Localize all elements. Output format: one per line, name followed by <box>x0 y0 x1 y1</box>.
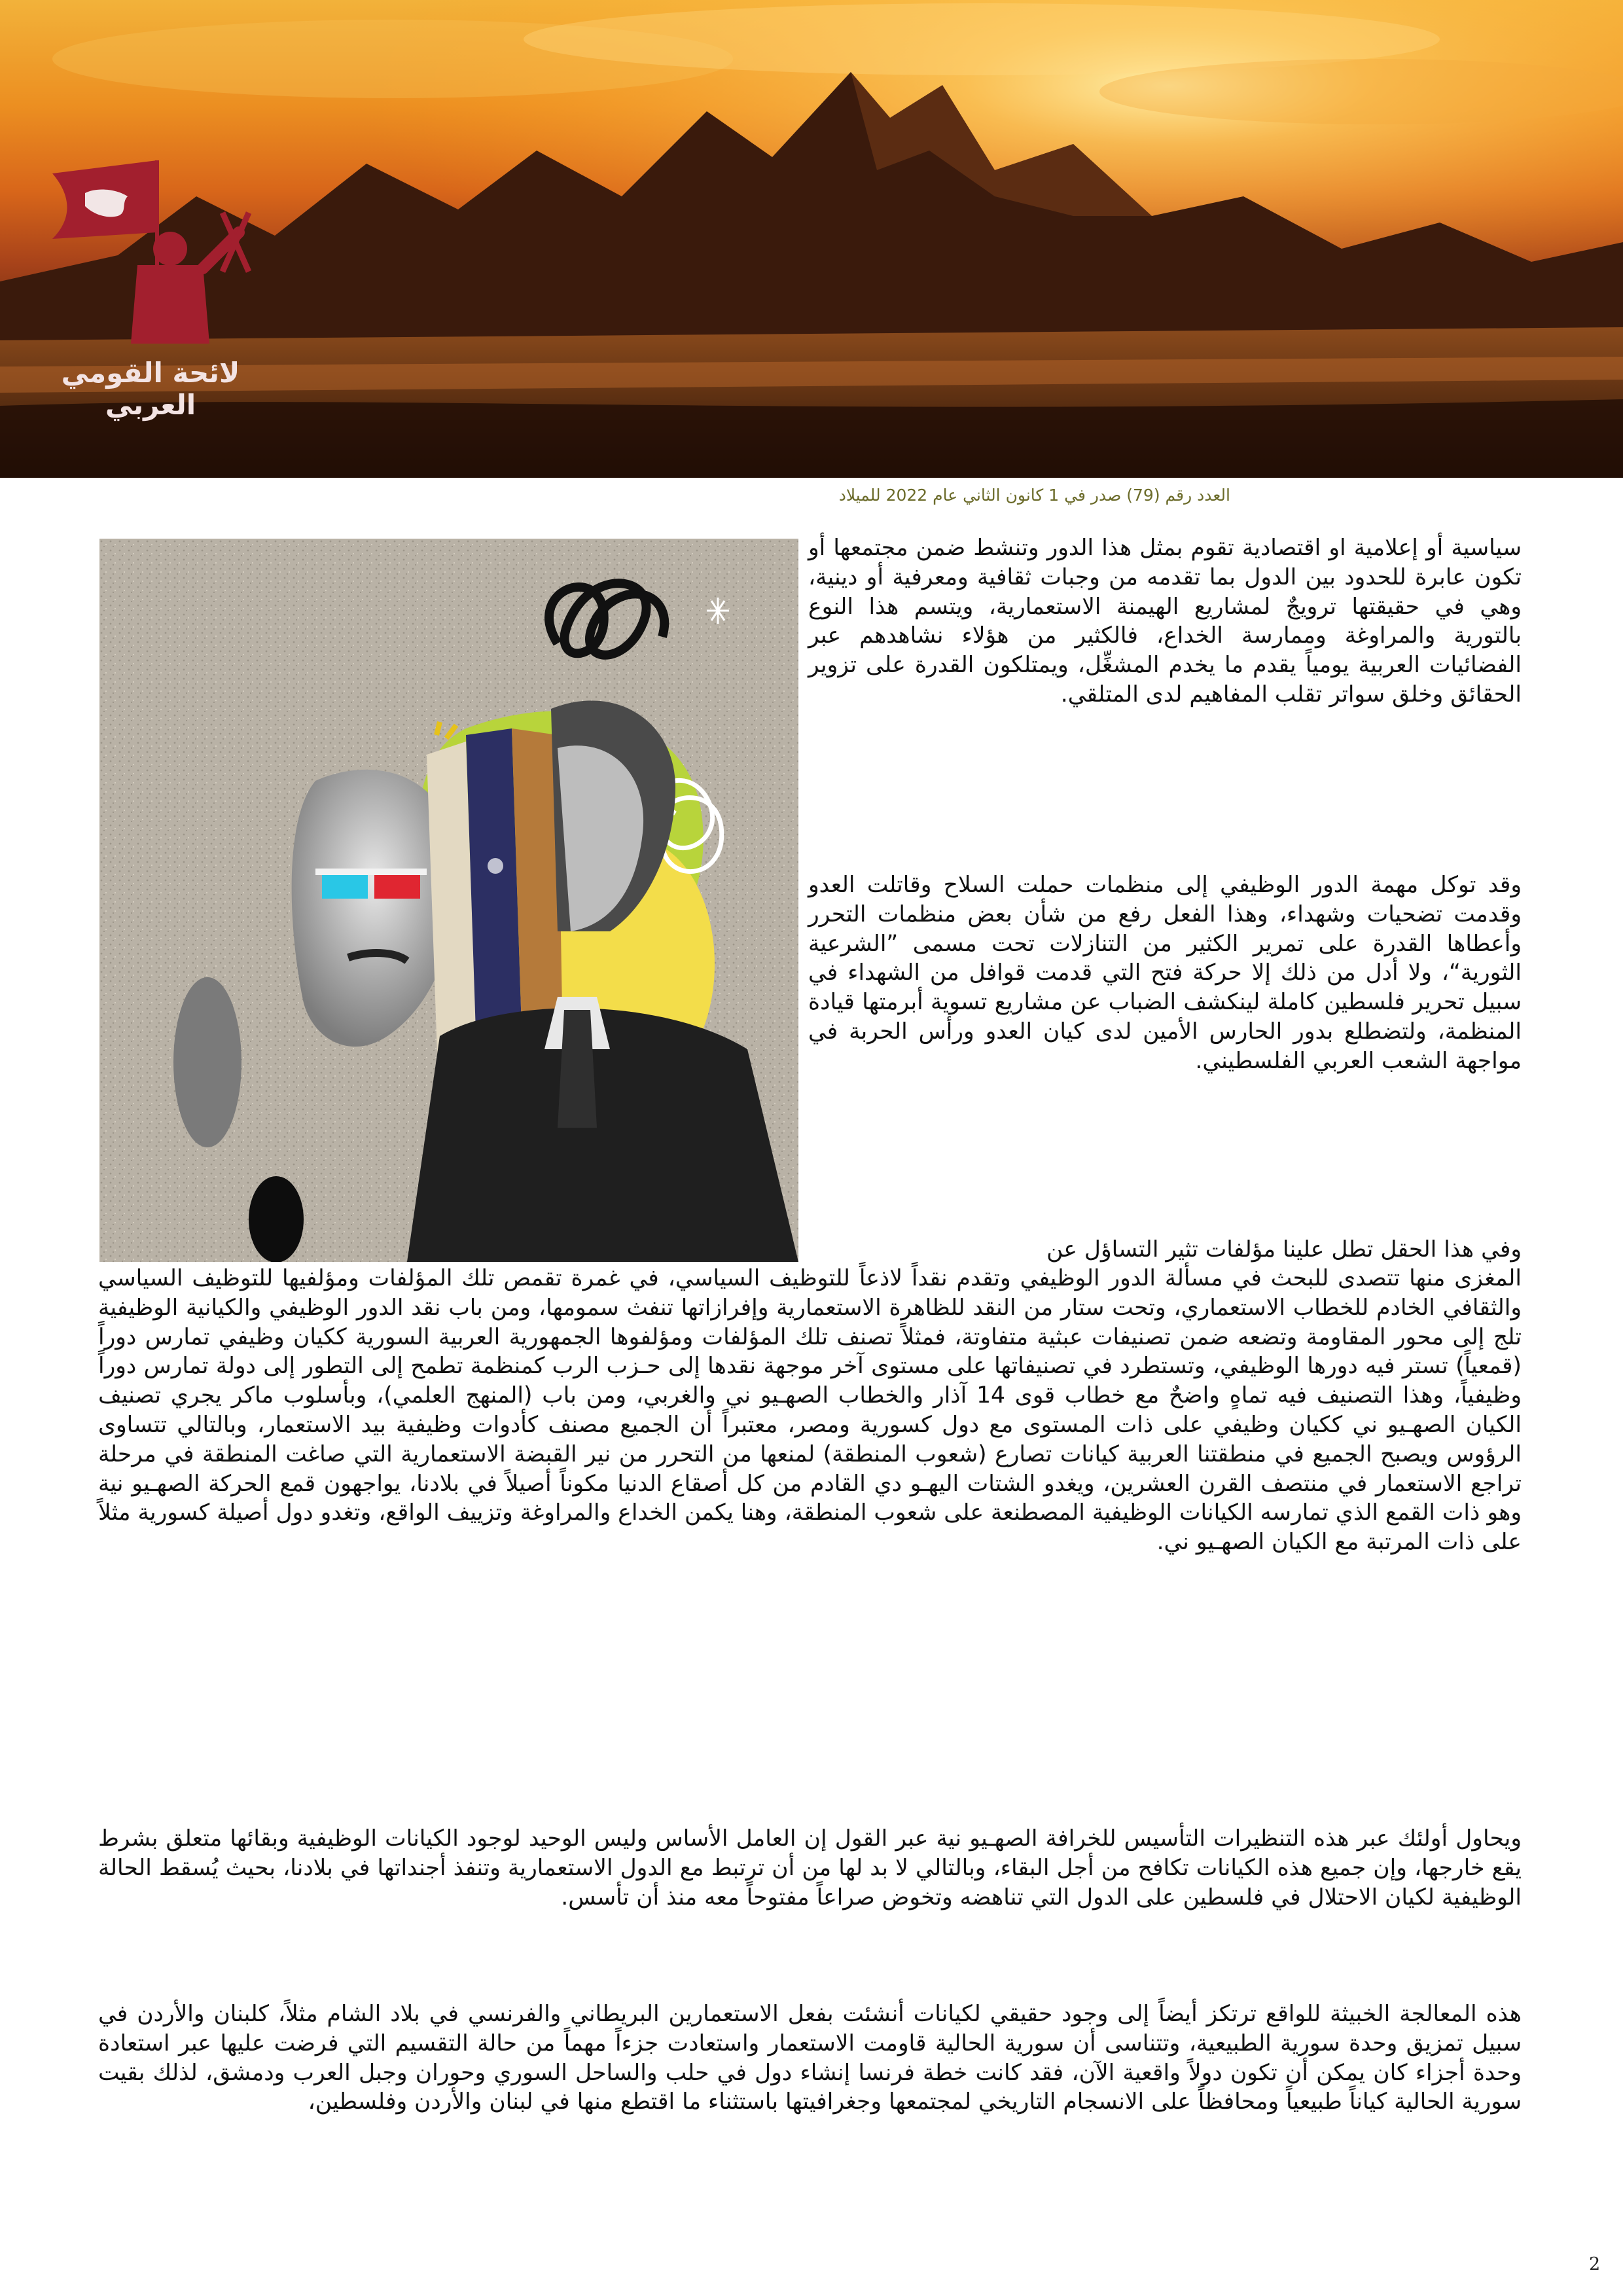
paragraph-text: وقد توكل مهمة الدور الوظيفي إلى منظمات حملت السلاح وقاتلت العدو وقدمت تضحيات وشهداء، وهذا الفعل رفع من شأن بعض منظمات التحرر وأعطاها القدرة على تمرير الكثير من التنازلات تحت مسمى ”الشرعية الثورية“، ولا أدل من ذلك إلا حركة فتح التي قدمت قوافل من الشهداء في سبيل تحرير فلسطين كاملة لينكشف الضباب عن مشاريع تسوية أبرمتها قيادة المنظمة، ولتضطلع بدور الحارس الأمين لدى كيان العدو ورأس الحربة في مواجهة الشعب العربي الفلسطيني. <box>808 872 1522 1074</box>
article-collage-image <box>99 539 798 1262</box>
paragraph-text: ويحاول أولئك عبر هذه التنظيرات التأسيس للخرافة الصهـيو نية عبر القول إن العامل الأساس وليس الوحيد لوجود الكيانات الوظيفية وبقائها متعلق بشرط يقع خارجها، وإن جميع هذه الكيانات تكافح من أجل البقاء، وبالتالي لا بد لها من أن ترتبط مع الدول الاستعمارية وتنفذ أجنداتها في بلادنا، بحيث يُسقط الحالة الوظيفية لكيان الاحتلال في فلسطين على الدول التي تناهضه وتخوض صراعاً مفتوحاً معه منذ أن تأسس. <box>98 1825 1522 1910</box>
header-banner <box>0 0 1623 478</box>
article-paragraph-1 <box>808 533 1522 709</box>
flag-bearer-icon <box>13 134 288 357</box>
paragraph-text: وفي هذا الحقل تطل علينا مؤلفات تثير التساؤل عن <box>1046 1236 1522 1263</box>
logo <box>13 134 288 421</box>
logo-text: لائحة القومي العربي <box>61 357 240 421</box>
article-paragraph-5 <box>98 2000 1522 2117</box>
article-paragraph-3 <box>98 1264 1522 1557</box>
page-number: 2 <box>1589 2254 1601 2274</box>
article-paragraph-3-start <box>808 1235 1522 1265</box>
issue-line: العدد رقم (79) صدر في 1 كانون الثاني عام 2022 للميلاد <box>838 486 1230 505</box>
paragraph-text: سياسية أو إعلامية او اقتصادية تقوم بمثل هذا الدور وتنشط ضمن مجتمعها أو تكون عابرة للحدود بين الدول بما تقدمه من وجبات ثقافية ومعرفية أو دينية، وهي في حقيقتها ترويجٌ لمشاريع الهيمنة الاستعمارية، ويتسم هذا النوع بالتورية والمراوغة وممارسة الخداع، فالكثير من هؤلاء نشاهدهم عبر الفضائيات العربية يومياً يقدم ما يخدم المشغِّل، ويمتلكون القدرة على تزوير الحقائق وخلق سواتر تقلب المفاهيم لدى المتلقي. <box>808 535 1522 708</box>
article-paragraph-4 <box>98 1824 1522 1912</box>
paragraph-text: هذه المعالجة الخبيثة للواقع ترتكز أيضاً إلى وجود حقيقي لكيانات أنشئت بفعل الاستعمارين البريطاني والفرنسي في بلاد الشام مثلاً، كلبنان والأردن في سبيل تمزيق وحدة سورية الطبيعية، وتتناسى أن سورية الحالية قاومت الاستعمار واستعادت جزءاً مهماً من حالة التقسيم التي فرضت عليها عبر استعادة وحدة أجزاء كان يمكن أن تكون دولاً واقعية الآن، فقد كانت خطة فرنسا إنشاء دول في حلب والساحل السوري وحوران وجبل العرب ودمشق، لذلك بقيت سورية الحالية كياناً طبيعياً ومحافظاً على الانسجام التاريخي لمجتمعها وجغرافيتها باستثناء ما اقتطع منها في لبنان والأردن وفلسطين، <box>98 2001 1522 2115</box>
article-paragraph-2 <box>808 870 1522 1076</box>
paragraph-text: المغزى منها تتصدى للبحث في مسألة الدور الوظيفي وتقدم نقداً لاذعاً للتوظيف السياسي، في غمرة تقمص تلك المؤلفات ومؤلفيها للتوظيف السياسي والثقافي الخادم للخطاب الاستعماري، وتحت ستار من النقد للظاهرة الاستعمارية وإفرازاتها تنفث سمومها، ومن باب نقد الدور الوظيفي والكيانية الوظيفية تلج إلى محور المقاومة وتضعه ضمن تصنيفات عبثية متفاوتة، فمثلاً تصنف تلك المؤلفات ومؤلفوها الجمهورية العربية السورية ككيان وظيفي تمارس دوراً (قمعياً) تستر فيه دورها الوظيفي، وتستطرد في تصنيفاتها على مستوى آخر موجهة نقدها إلى حـزب الرب كمنظمة تطمح إلى التطور إلى دولة تمارس دوراً وظيفياً، وهذا التصنيف فيه تماهٍ واضحٌ مع خطاب قوى 14 آذار والخطاب الصهـيو ني والغربي، ومن باب (المنهج العلمي)، وبأسلوب ماكر يجري تصنيف الكيان الصهـيو ني ككيان وظيفي على ذات المستوى مع دول كسورية ومصر، معتبراً أن الجميع مصنف كأدوات وظيفية بيد الاستعمار، وبالتالي تتساوى الرؤوس ويصبح الجميع في منطقتنا العربية كيانات تصارع (شعوب المنطقة) لمنعها من التحرر من نير القبضة الاستعمارية التي صاغت المنطقة في مرحلة تراجع الاستعمار في منتصف القرن العشرين، ويغدو الشتات اليهـو دي القادم من كل أصقاع الدنيا مكوناً أصيلاً في بلادنا، يواجهون قمع الحركة الصهـيو نية وهو ذات القمع الذي تمارسه الكيانات الوظيفية المصطنعة على شعوب المنطقة، وهنا يكمن الخداع والمراوغة وتزييف الواقع، وتغدو دول أصيلة كسورية مثلاً على ذات المرتبة مع الكيان الصهـيو ني. <box>98 1265 1522 1556</box>
